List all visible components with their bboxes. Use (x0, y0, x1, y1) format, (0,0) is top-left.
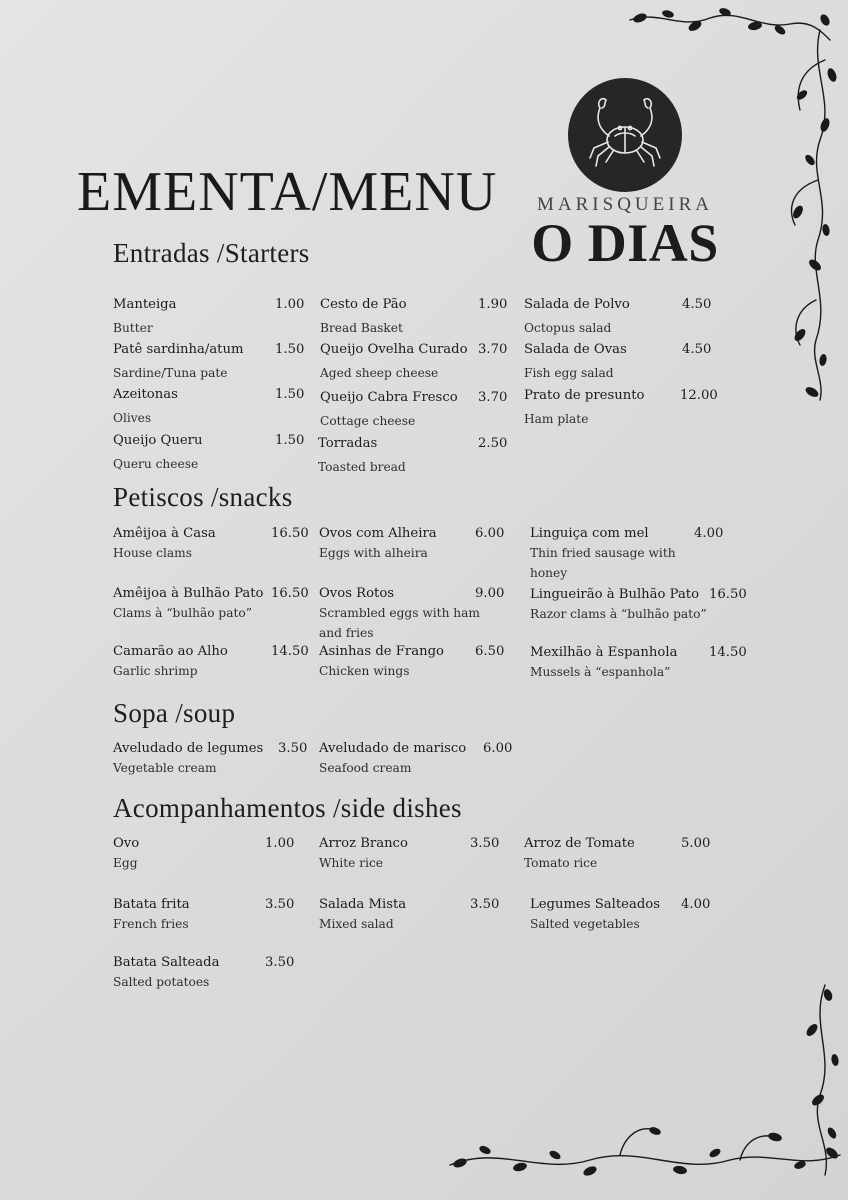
item-description: Scrambled eggs with ham (319, 606, 480, 620)
item-description: French fries (113, 917, 189, 931)
page-title: EMENTA/MENU (77, 161, 498, 223)
item-name: Batata Salteada (113, 955, 220, 970)
item-name: Legumes Salteados (530, 897, 660, 912)
section-title-starters: Entradas /Starters (113, 238, 310, 268)
item-name: Ovos Rotos (319, 586, 395, 601)
item-price: 3.50 (265, 897, 295, 912)
item-name: Linguiça com mel (530, 526, 649, 541)
item-name: Torradas (318, 436, 378, 451)
item-description: Queru cheese (113, 457, 199, 471)
item-name: Amêijoa à Casa (113, 526, 216, 541)
item-name: Aveludado de legumes (113, 741, 264, 756)
item-description: Cottage cheese (320, 414, 416, 428)
item-name: Arroz Branco (319, 836, 408, 851)
item-price: 1.00 (265, 836, 295, 851)
item-name: Manteiga (113, 297, 177, 312)
item-description: Toasted bread (318, 460, 406, 474)
item-name: Queijo Cabra Fresco (320, 390, 458, 405)
item-description: Seafood cream (319, 761, 412, 775)
item-name: Azeitonas (113, 387, 178, 402)
item-description: Butter (113, 321, 153, 335)
item-price: 3.50 (278, 741, 308, 756)
item-name: Batata frita (113, 897, 190, 912)
item-price: 1.50 (275, 342, 305, 357)
item-description: Chicken wings (319, 664, 410, 678)
item-description: Vegetable cream (113, 761, 217, 775)
item-description-line2: and fries (319, 626, 374, 640)
item-price: 16.50 (271, 586, 309, 601)
brand-subtitle: MARISQUEIRA (537, 194, 713, 215)
item-price: 3.50 (265, 955, 295, 970)
item-description-line2: honey (530, 566, 568, 580)
item-description: Mixed salad (319, 917, 394, 931)
item-description: Salted potatoes (113, 975, 210, 989)
item-price: 14.50 (271, 644, 309, 659)
floral-vine-bottom-icon (440, 975, 848, 1200)
item-price: 6.00 (483, 741, 513, 756)
item-description: Egg (113, 856, 138, 870)
item-description: White rice (319, 856, 384, 870)
item-price: 5.00 (681, 836, 711, 851)
section-title-snacks: Petiscos /snacks (113, 482, 293, 512)
item-price: 3.50 (470, 836, 500, 851)
item-description: Thin fried sausage with (530, 546, 676, 560)
section-title-soup: Sopa /soup (113, 698, 236, 728)
item-name: Ovos com Alheira (319, 526, 437, 541)
item-description: Octopus salad (524, 321, 612, 335)
item-price: 3.50 (470, 897, 500, 912)
item-name: Asinhas de Frango (319, 644, 444, 659)
item-description: Salted vegetables (530, 917, 640, 931)
item-price: 1.50 (275, 387, 305, 402)
item-price: 4.50 (682, 297, 712, 312)
item-price: 16.50 (709, 587, 747, 602)
item-price: 14.50 (709, 645, 747, 660)
item-name: Amêijoa à Bulhão Pato (113, 586, 264, 601)
item-price: 12.00 (680, 388, 718, 403)
item-name: Prato de presunto (524, 388, 645, 403)
item-description: Fish egg salad (524, 366, 614, 380)
item-description: Mussels à “espanhola” (530, 665, 671, 679)
item-description: House clams (113, 546, 192, 560)
item-description: Olives (113, 411, 152, 425)
item-name: Arroz de Tomate (524, 836, 635, 851)
item-description: Aged sheep cheese (320, 366, 439, 380)
item-price: 1.50 (275, 433, 305, 448)
item-description: Garlic shrimp (113, 664, 198, 678)
item-name: Cesto de Pão (320, 297, 407, 312)
brand-name: O DIAS (531, 213, 719, 273)
item-price: 2.50 (478, 436, 508, 451)
item-price: 4.00 (694, 526, 724, 541)
item-price: 3.70 (478, 390, 508, 405)
section-title-side-dishes: Acompanhamentos /side dishes (113, 793, 462, 823)
item-name: Lingueirão à Bulhão Pato (530, 587, 700, 602)
item-price: 3.70 (478, 342, 508, 357)
crab-icon (568, 78, 682, 192)
item-price: 16.50 (271, 526, 309, 541)
item-name: Ovo (113, 836, 140, 851)
item-price: 6.50 (475, 644, 505, 659)
item-name: Salada de Ovas (524, 342, 627, 357)
item-name: Patê sardinha/atum (113, 342, 244, 357)
item-name: Camarão ao Alho (113, 644, 228, 659)
item-name: Salada Mista (319, 897, 407, 912)
item-price: 9.00 (475, 586, 505, 601)
item-description: Tomato rice (524, 856, 598, 870)
item-price: 4.00 (681, 897, 711, 912)
item-name: Queijo Queru (113, 433, 203, 448)
item-name: Queijo Ovelha Curado (320, 342, 468, 357)
item-name: Salada de Polvo (524, 297, 630, 312)
item-price: 1.00 (275, 297, 305, 312)
item-name: Aveludado de marisco (319, 741, 467, 756)
item-description: Ham plate (524, 412, 589, 426)
item-description: Clams à “bulhão pato” (113, 606, 252, 620)
item-description: Eggs with alheira (319, 546, 428, 560)
item-description: Bread Basket (320, 321, 403, 335)
item-description: Razor clams à “bulhão pato” (530, 607, 707, 621)
item-price: 6.00 (475, 526, 505, 541)
item-price: 4.50 (682, 342, 712, 357)
item-price: 1.90 (478, 297, 508, 312)
item-name: Mexilhão à Espanhola (530, 645, 678, 660)
item-description: Sardine/Tuna pate (113, 366, 228, 380)
logo (568, 78, 682, 192)
